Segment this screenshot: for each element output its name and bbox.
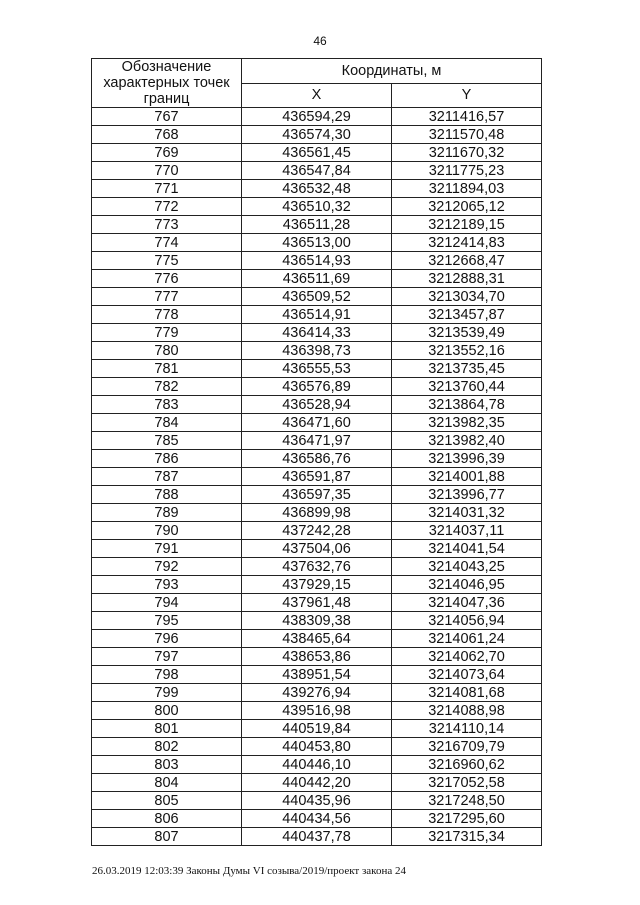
table-row [92,450,542,468]
table-row [92,414,542,432]
y-coordinate-cell: 3214081,68 [392,684,542,702]
point-number-cell: 793 [92,576,242,594]
table-row [92,144,542,162]
point-number-cell: 772 [92,198,242,216]
x-coordinate-cell: 436398,73 [242,342,392,360]
x-coordinate-cell: 436899,98 [242,504,392,522]
x-coordinate-cell: 436576,89 [242,378,392,396]
table-row [92,522,542,540]
point-number-cell: 807 [92,828,242,846]
point-number-cell: 776 [92,270,242,288]
x-coordinate-cell: 436471,60 [242,414,392,432]
point-number-cell: 804 [92,774,242,792]
table-row [92,630,542,648]
x-coordinate-cell: 436574,30 [242,126,392,144]
x-coordinate-cell: 438465,64 [242,630,392,648]
y-coordinate-cell: 3213982,35 [392,414,542,432]
header-point-designation: Обозначение характерных точек границ [92,59,242,108]
table-row [92,594,542,612]
x-coordinate-cell: 437929,15 [242,576,392,594]
table-row [92,504,542,522]
table-row [92,702,542,720]
table-row [92,108,542,126]
table-row [92,270,542,288]
x-coordinate-cell: 436555,53 [242,360,392,378]
y-coordinate-cell: 3216960,62 [392,756,542,774]
document-footer: 26.03.2019 12:03:39 Законы Думы VI созыва/2019/проект закона 24 [92,865,406,877]
y-coordinate-cell: 3214037,11 [392,522,542,540]
y-coordinate-cell: 3213735,45 [392,360,542,378]
point-number-cell: 791 [92,540,242,558]
point-number-cell: 789 [92,504,242,522]
y-coordinate-cell: 3214047,36 [392,594,542,612]
y-coordinate-cell: 3214088,98 [392,702,542,720]
y-coordinate-cell: 3213539,49 [392,324,542,342]
table-row [92,234,542,252]
x-coordinate-cell: 440435,96 [242,792,392,810]
x-coordinate-cell: 440446,10 [242,756,392,774]
point-number-cell: 795 [92,612,242,630]
table-row [92,576,542,594]
x-coordinate-cell: 440442,20 [242,774,392,792]
table-row [92,288,542,306]
table-row [92,342,542,360]
point-number-cell: 780 [92,342,242,360]
point-number-cell: 778 [92,306,242,324]
x-coordinate-cell: 439516,98 [242,702,392,720]
point-number-cell: 790 [92,522,242,540]
y-coordinate-cell: 3213034,70 [392,288,542,306]
x-coordinate-cell: 436586,76 [242,450,392,468]
x-coordinate-cell: 440437,78 [242,828,392,846]
y-coordinate-cell: 3211416,57 [392,108,542,126]
y-coordinate-cell: 3214046,95 [392,576,542,594]
y-coordinate-cell: 3212668,47 [392,252,542,270]
point-number-cell: 767 [92,108,242,126]
table-row [92,666,542,684]
y-coordinate-cell: 3217315,34 [392,828,542,846]
point-number-cell: 792 [92,558,242,576]
y-coordinate-cell: 3212888,31 [392,270,542,288]
point-number-cell: 784 [92,414,242,432]
header-coordinates: Координаты, м [242,59,542,84]
point-number-cell: 768 [92,126,242,144]
y-coordinate-cell: 3214001,88 [392,468,542,486]
y-coordinate-cell: 3213760,44 [392,378,542,396]
table-row [92,684,542,702]
table-row [92,612,542,630]
page-number: 46 [313,34,327,48]
x-coordinate-cell: 436597,35 [242,486,392,504]
table-row [92,828,542,846]
y-coordinate-cell: 3214061,24 [392,630,542,648]
x-coordinate-cell: 436561,45 [242,144,392,162]
x-coordinate-cell: 437504,06 [242,540,392,558]
y-coordinate-cell: 3211775,23 [392,162,542,180]
point-number-cell: 805 [92,792,242,810]
y-coordinate-cell: 3213982,40 [392,432,542,450]
point-number-cell: 786 [92,450,242,468]
table-body [92,108,542,846]
point-number-cell: 773 [92,216,242,234]
point-number-cell: 806 [92,810,242,828]
x-coordinate-cell: 437242,28 [242,522,392,540]
table-row [92,738,542,756]
x-coordinate-cell: 436528,94 [242,396,392,414]
point-number-cell: 779 [92,324,242,342]
point-number-cell: 769 [92,144,242,162]
table-row [92,324,542,342]
y-coordinate-cell: 3214062,70 [392,648,542,666]
x-coordinate-cell: 437961,48 [242,594,392,612]
y-coordinate-cell: 3213457,87 [392,306,542,324]
x-coordinate-cell: 436511,28 [242,216,392,234]
x-coordinate-cell: 438653,86 [242,648,392,666]
x-coordinate-cell: 437632,76 [242,558,392,576]
table-row [92,216,542,234]
x-coordinate-cell: 439276,94 [242,684,392,702]
header-x: X [242,83,392,108]
x-coordinate-cell: 436513,00 [242,234,392,252]
point-number-cell: 796 [92,630,242,648]
point-number-cell: 770 [92,162,242,180]
y-coordinate-cell: 3211570,48 [392,126,542,144]
point-number-cell: 781 [92,360,242,378]
y-coordinate-cell: 3214031,32 [392,504,542,522]
y-coordinate-cell: 3214056,94 [392,612,542,630]
table-row [92,396,542,414]
y-coordinate-cell: 3214043,25 [392,558,542,576]
point-number-cell: 777 [92,288,242,306]
x-coordinate-cell: 440453,80 [242,738,392,756]
x-coordinate-cell: 436514,93 [242,252,392,270]
x-coordinate-cell: 436532,48 [242,180,392,198]
y-coordinate-cell: 3217295,60 [392,810,542,828]
y-coordinate-cell: 3213996,77 [392,486,542,504]
y-coordinate-cell: 3216709,79 [392,738,542,756]
x-coordinate-cell: 436511,69 [242,270,392,288]
table-row [92,792,542,810]
x-coordinate-cell: 438951,54 [242,666,392,684]
header-y: Y [392,83,542,108]
y-coordinate-cell: 3214110,14 [392,720,542,738]
point-number-cell: 788 [92,486,242,504]
x-coordinate-cell: 436591,87 [242,468,392,486]
coordinates-table [91,58,542,846]
table-row [92,810,542,828]
y-coordinate-cell: 3214041,54 [392,540,542,558]
table-row [92,360,542,378]
y-coordinate-cell: 3213864,78 [392,396,542,414]
y-coordinate-cell: 3213996,39 [392,450,542,468]
table-row [92,540,542,558]
table-row [92,252,542,270]
table-header [92,59,542,108]
point-number-cell: 783 [92,396,242,414]
table-row [92,162,542,180]
point-number-cell: 797 [92,648,242,666]
y-coordinate-cell: 3211894,03 [392,180,542,198]
point-number-cell: 802 [92,738,242,756]
point-number-cell: 774 [92,234,242,252]
point-number-cell: 794 [92,594,242,612]
x-coordinate-cell: 436514,91 [242,306,392,324]
point-number-cell: 771 [92,180,242,198]
point-number-cell: 782 [92,378,242,396]
x-coordinate-cell: 440434,56 [242,810,392,828]
y-coordinate-cell: 3214073,64 [392,666,542,684]
x-coordinate-cell: 438309,38 [242,612,392,630]
table-row [92,468,542,486]
table-row [92,432,542,450]
table-row [92,558,542,576]
point-number-cell: 801 [92,720,242,738]
x-coordinate-cell: 436547,84 [242,162,392,180]
table-row [92,720,542,738]
x-coordinate-cell: 436509,52 [242,288,392,306]
y-coordinate-cell: 3212414,83 [392,234,542,252]
point-number-cell: 803 [92,756,242,774]
y-coordinate-cell: 3212189,15 [392,216,542,234]
x-coordinate-cell: 436594,29 [242,108,392,126]
x-coordinate-cell: 440519,84 [242,720,392,738]
table-row [92,126,542,144]
point-number-cell: 775 [92,252,242,270]
y-coordinate-cell: 3212065,12 [392,198,542,216]
y-coordinate-cell: 3217052,58 [392,774,542,792]
table-row [92,306,542,324]
y-coordinate-cell: 3211670,32 [392,144,542,162]
point-number-cell: 787 [92,468,242,486]
point-number-cell: 800 [92,702,242,720]
table-row [92,756,542,774]
y-coordinate-cell: 3213552,16 [392,342,542,360]
table-row [92,378,542,396]
table-row [92,198,542,216]
table-row [92,648,542,666]
x-coordinate-cell: 436471,97 [242,432,392,450]
x-coordinate-cell: 436414,33 [242,324,392,342]
table-row [92,180,542,198]
table-row [92,486,542,504]
y-coordinate-cell: 3217248,50 [392,792,542,810]
x-coordinate-cell: 436510,32 [242,198,392,216]
point-number-cell: 785 [92,432,242,450]
point-number-cell: 798 [92,666,242,684]
point-number-cell: 799 [92,684,242,702]
table-row [92,774,542,792]
